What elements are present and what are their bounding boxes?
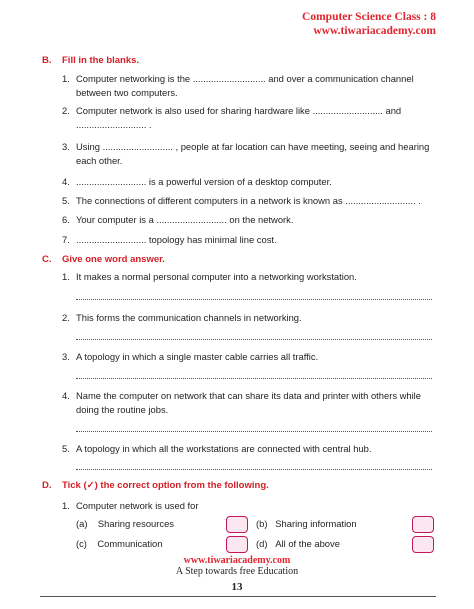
section-b-heading <box>42 55 139 66</box>
question-c3 <box>62 350 442 364</box>
question-c5 <box>62 442 442 456</box>
answer-line[interactable] <box>76 377 432 379</box>
question-number: 6. <box>62 214 70 225</box>
question-text: Computer network is also used for sharing hardware like ........................... and <box>76 105 402 116</box>
question-number: 7. <box>62 234 70 245</box>
question-b5 <box>62 194 442 208</box>
question-text: This forms the communication channels in networking. <box>76 312 302 323</box>
option-a <box>76 518 174 529</box>
header-website: www.tiwariacademy.com <box>313 25 436 37</box>
question-text: Name the computer on network that can share its data and printer with others while <box>76 390 421 401</box>
question-text: Your computer is a ........................... on the network. <box>76 214 294 225</box>
question-text: ........................... topology has minimal line cost. <box>76 234 277 245</box>
question-text-cont: doing the routine jobs. <box>76 403 169 415</box>
option-text: Sharing resources <box>97 518 174 529</box>
question-text: Using ........................... , people at far location can have meeting, seeing and hearing <box>76 141 430 152</box>
question-d1 <box>62 499 442 513</box>
page-number: 13 <box>231 581 243 593</box>
question-b4 <box>62 175 442 189</box>
question-number: 3. <box>62 141 70 152</box>
option-d <box>256 538 340 549</box>
question-b2 <box>62 104 442 131</box>
footer-divider <box>40 596 436 597</box>
question-c4 <box>62 389 442 416</box>
section-letter: C. <box>42 254 52 265</box>
section-letter: D. <box>42 480 52 491</box>
option-label: (d) <box>256 538 268 549</box>
option-label: (c) <box>76 538 87 549</box>
question-number: 5. <box>62 195 70 206</box>
question-text-cont: ........................... . <box>76 118 152 130</box>
answer-line[interactable] <box>76 338 432 340</box>
section-title: Fill in the blanks. <box>62 55 140 66</box>
footer-tagline: A Step towards free Education <box>175 566 299 577</box>
question-text: A topology in which all the workstations are connected with central hub. <box>76 443 372 454</box>
question-text: Computer network is used for <box>76 500 199 511</box>
section-d-heading <box>42 480 269 491</box>
question-text: It makes a normal personal computer into a networking workstation. <box>76 271 357 282</box>
answer-line[interactable] <box>76 468 432 470</box>
section-title: Give one word answer. <box>62 254 165 265</box>
question-c2 <box>62 311 442 325</box>
option-text: Communication <box>97 538 163 549</box>
question-text: A topology in which a single master cable carries all traffic. <box>76 351 319 362</box>
option-text: All of the above <box>275 538 340 549</box>
option-a-checkbox[interactable] <box>226 516 248 533</box>
question-number: 3. <box>62 351 70 362</box>
option-c-checkbox[interactable] <box>226 536 248 553</box>
section-title: Tick (✓) the correct option from the following. <box>62 480 269 491</box>
question-c1 <box>62 270 442 284</box>
question-b3 <box>62 140 442 167</box>
question-text: Computer networking is the ............................ and over a communication channel <box>76 73 414 84</box>
question-b6 <box>62 213 442 227</box>
option-c <box>76 538 163 549</box>
footer-website: www.tiwariacademy.com <box>183 555 291 566</box>
question-number: 2. <box>62 105 70 116</box>
option-label: (b) <box>256 518 268 529</box>
section-c-heading <box>42 254 165 265</box>
option-label: (a) <box>76 518 88 529</box>
question-b7 <box>62 233 442 247</box>
section-letter: B. <box>42 55 52 66</box>
answer-line[interactable] <box>76 298 432 300</box>
option-d-checkbox[interactable] <box>412 536 434 553</box>
question-number: 1. <box>62 73 70 84</box>
option-b <box>256 518 357 529</box>
question-text: The connections of different computers in a network is known as ........................... . <box>76 195 421 206</box>
question-text-cont: each other. <box>76 154 123 166</box>
question-number: 4. <box>62 390 70 401</box>
question-number: 1. <box>62 500 70 511</box>
header-title: Computer Science Class : 8 <box>302 11 436 23</box>
question-number: 4. <box>62 176 70 187</box>
question-text-cont: between two computers. <box>76 86 178 98</box>
option-b-checkbox[interactable] <box>412 516 434 533</box>
question-text: ........................... is a powerful version of a desktop computer. <box>76 176 332 187</box>
question-number: 5. <box>62 443 70 454</box>
question-number: 1. <box>62 271 70 282</box>
page-header <box>302 10 436 38</box>
answer-line[interactable] <box>76 430 432 432</box>
option-text: Sharing information <box>275 518 357 529</box>
question-b1 <box>62 72 442 99</box>
question-number: 2. <box>62 312 70 323</box>
